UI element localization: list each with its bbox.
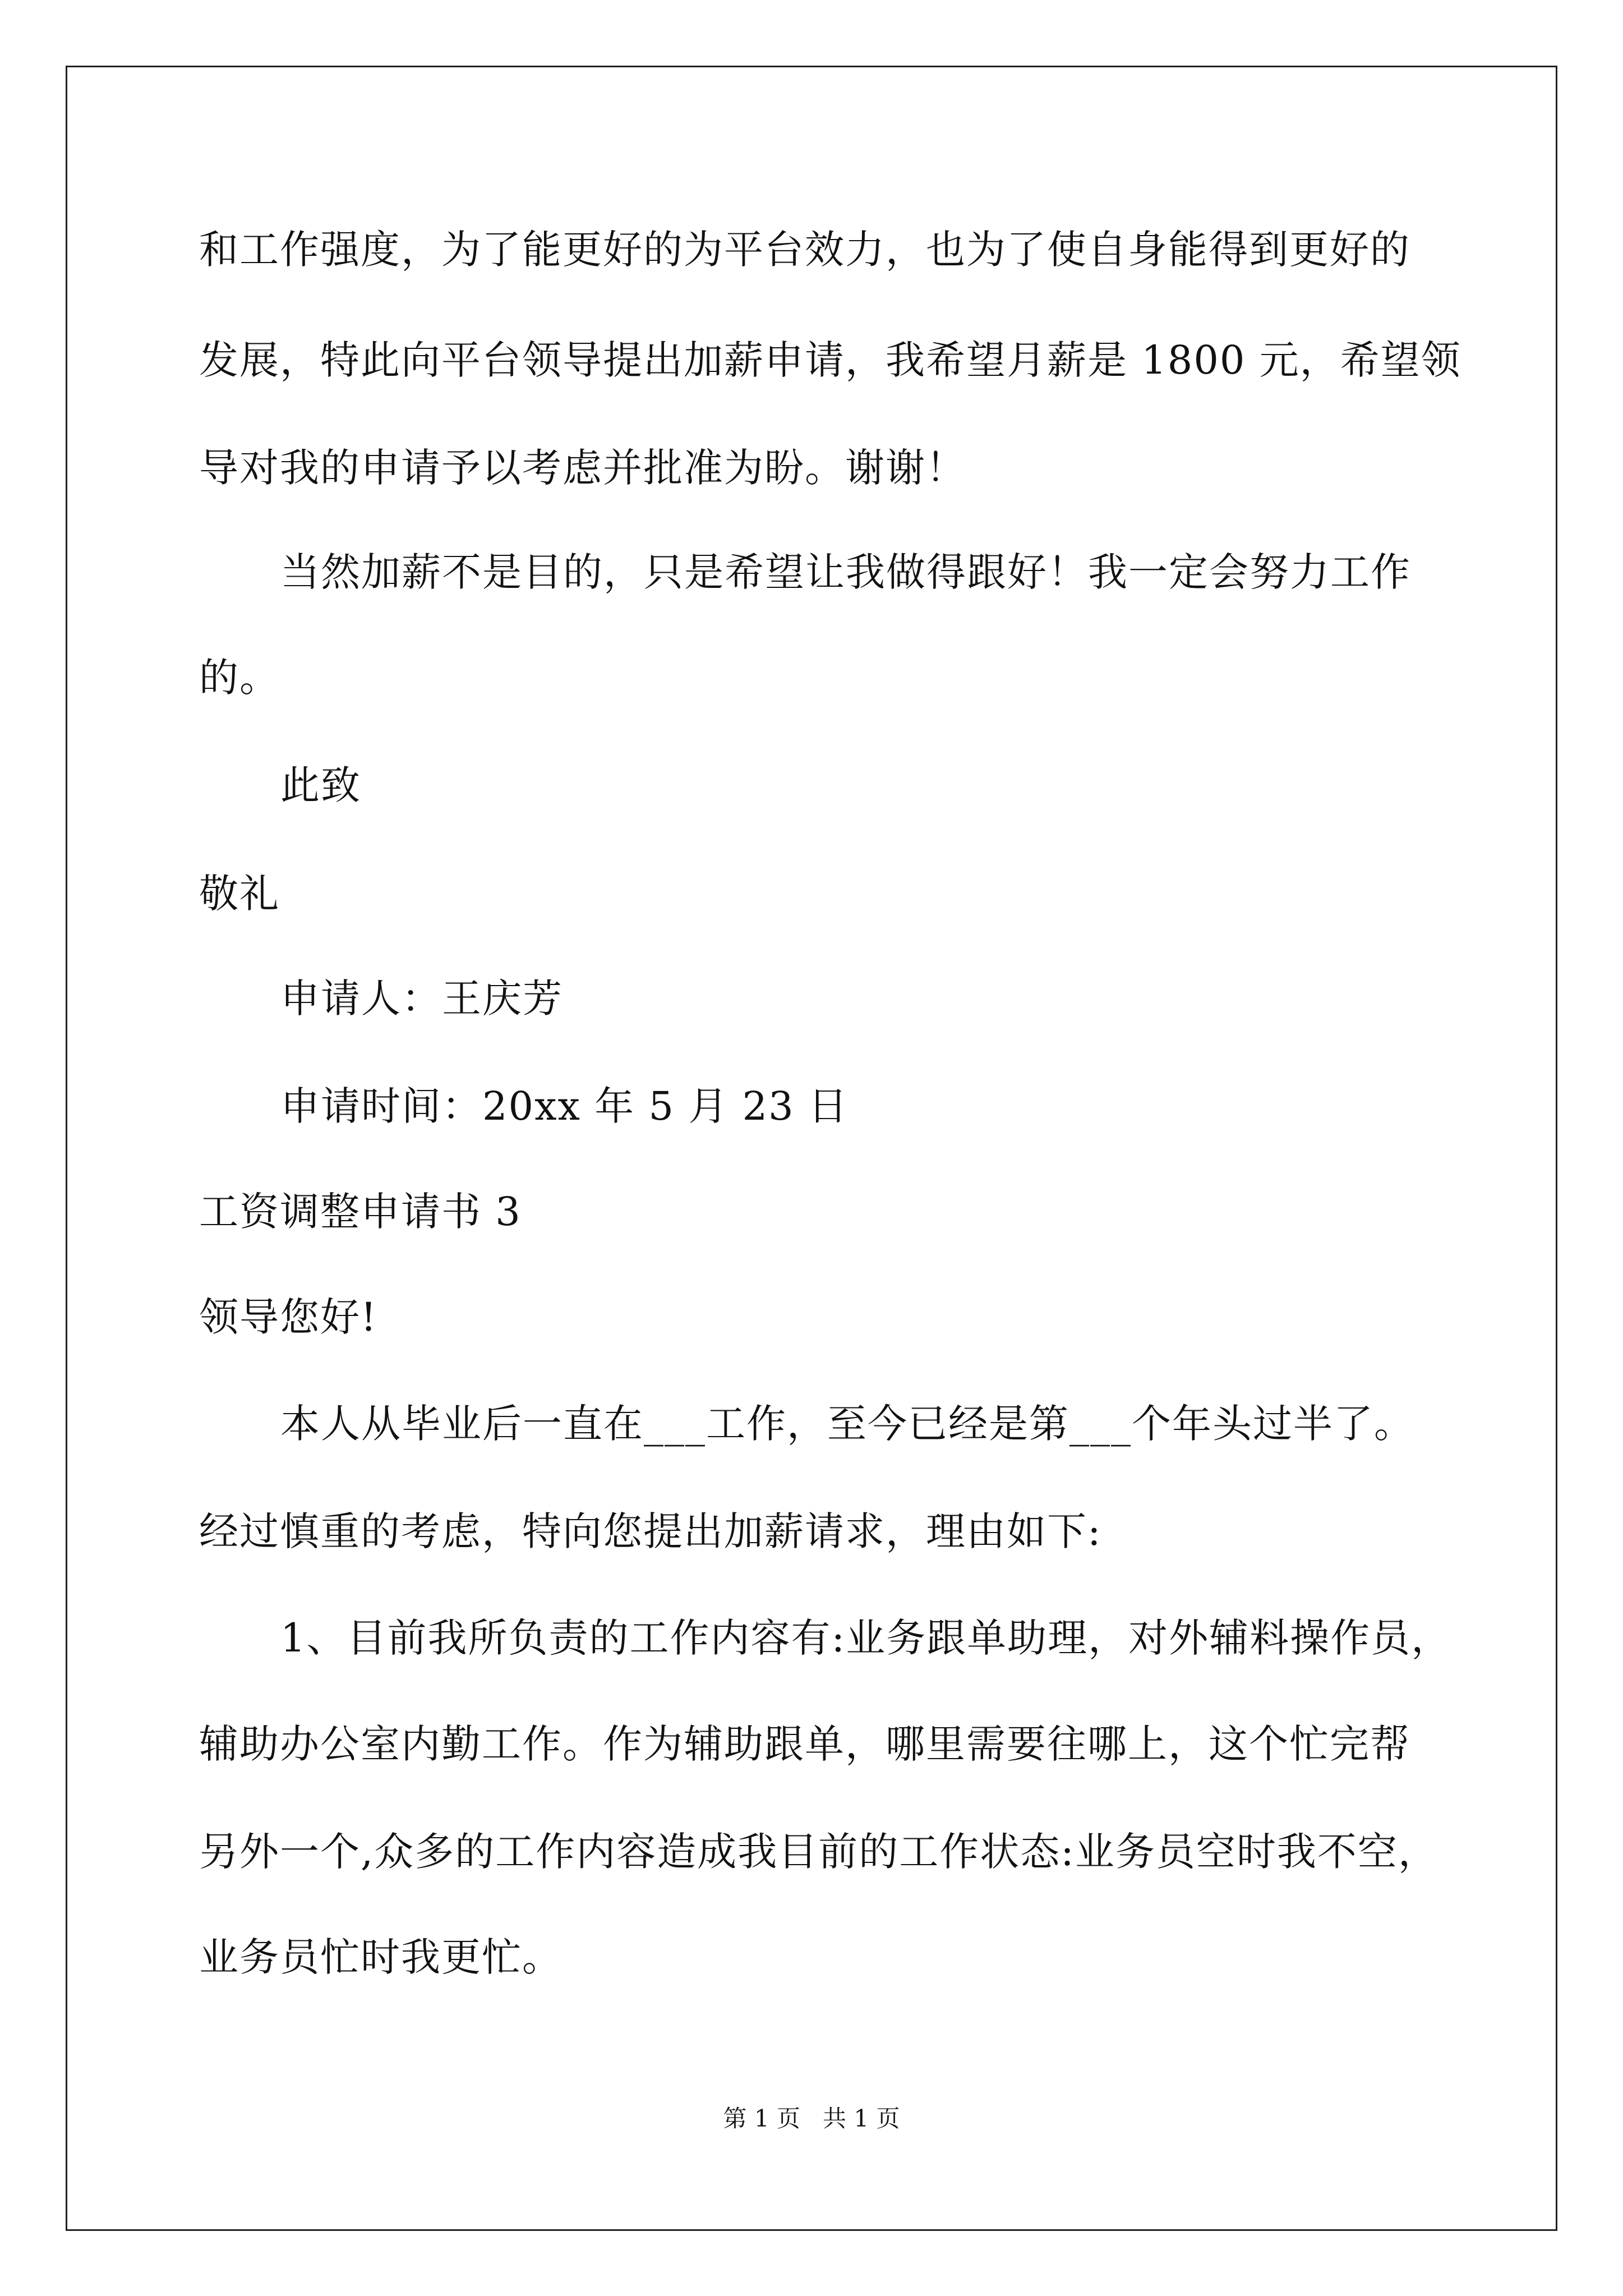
salutation: 敬礼 (199, 871, 280, 917)
body-line: 当然加薪不是目的，只是希望让我做得跟好！我一定会努力工作 (280, 549, 1411, 595)
body-line: 业务员忙时我更忙。 (199, 1934, 562, 1980)
greeting: 领导您好! (199, 1294, 378, 1340)
applicant-name: 申请人：王庆芳 (280, 976, 563, 1022)
body-line: 的。 (199, 655, 280, 701)
application-date: 申请时间：20xx 年 5 月 23 日 (280, 1083, 849, 1129)
closing-phrase: 此致 (280, 762, 361, 808)
page-border (66, 66, 1557, 2231)
body-line: 导对我的申请予以考虑并批准为盼。谢谢！ (199, 445, 966, 491)
body-line: 经过慎重的考虑，特向您提出加薪请求，理由如下: (199, 1508, 1102, 1554)
body-line: 本人从毕业后一直在___工作，至今已经是第___个年头过半了。 (280, 1401, 1414, 1447)
body-line: 1、目前我所负责的工作内容有:业务跟单助理，对外辅料操作员， (280, 1615, 1452, 1661)
body-line: 辅助办公室内勤工作。作为辅助跟单，哪里需要往哪上，这个忙完帮 (199, 1721, 1410, 1767)
page-footer: 第 1 页 共 1 页 (723, 2105, 900, 2132)
section-title: 工资调整申请书 3 (199, 1189, 522, 1235)
body-line: 另外一个,众多的工作内容造成我目前的工作状态:业务员空时我不空， (199, 1829, 1438, 1875)
body-line: 发展，特此向平台领导提出加薪申请，我希望月薪是 1800 元，希望领 (199, 337, 1461, 383)
body-line: 和工作强度，为了能更好的为平台效力，也为了使自身能得到更好的 (199, 227, 1410, 273)
